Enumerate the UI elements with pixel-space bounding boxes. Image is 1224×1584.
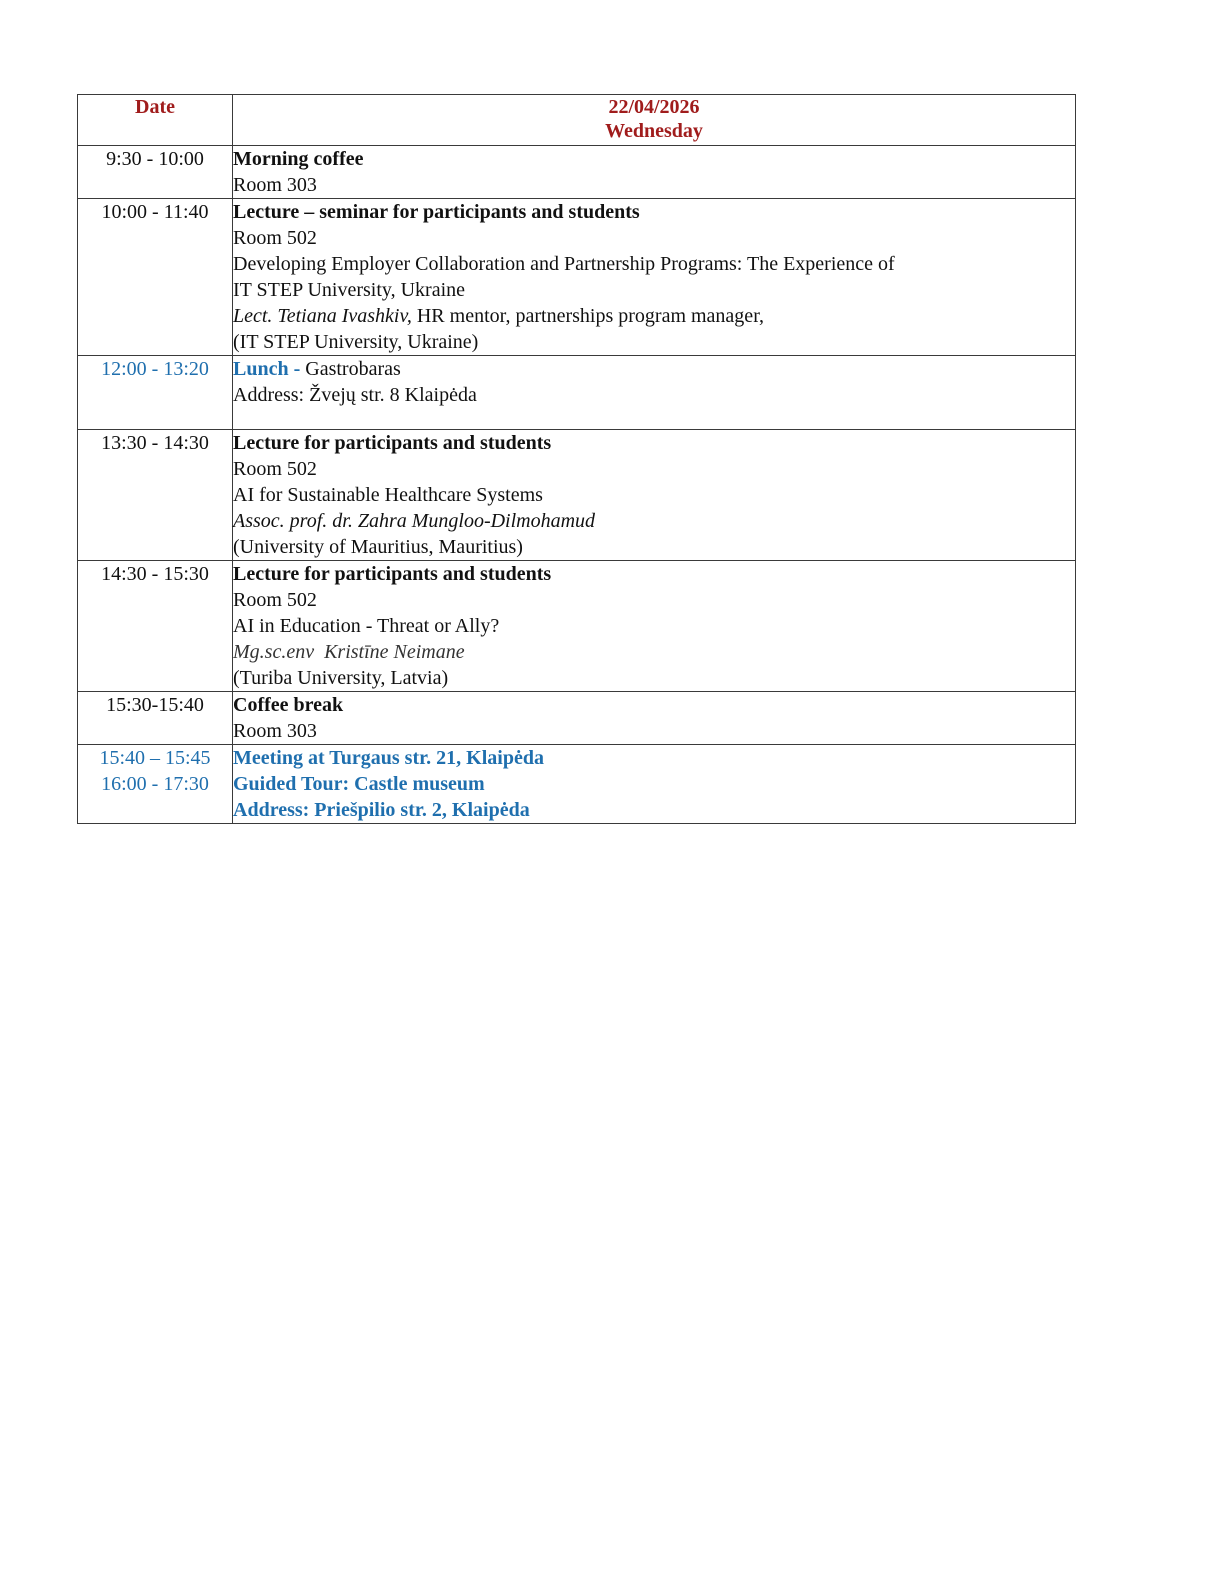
event-topic-line1: Developing Employer Collaboration and Partnership Programs: The Experience of <box>233 253 895 275</box>
event-room: Room 303 <box>233 174 317 196</box>
time-text: 10:00 - 11:40 <box>101 201 209 223</box>
time-text-2: 16:00 - 17:30 <box>101 773 209 795</box>
event-room: Room 303 <box>233 720 317 742</box>
date-label-text: Date <box>135 96 175 118</box>
weekday: Wednesday <box>605 120 703 142</box>
table-row <box>78 430 1076 561</box>
event-affiliation: (Turiba University, Latvia) <box>233 667 449 689</box>
event-title: Lunch - <box>233 358 306 380</box>
time-cell <box>78 199 233 356</box>
event-speaker-line <box>233 303 1075 329</box>
event-topic: AI for Sustainable Healthcare Systems <box>233 484 543 506</box>
table-row <box>78 199 1076 356</box>
date-heading <box>233 95 1076 146</box>
event-address: Address: Žvejų str. 8 Klaipėda <box>233 384 477 406</box>
event-affiliation: (University of Mauritius, Mauritius) <box>233 536 523 558</box>
time-text-1: 15:40 – 15:45 <box>99 747 211 769</box>
table-row <box>78 745 1076 824</box>
speaker-role: HR mentor, partnerships program manager, <box>411 305 765 327</box>
time-text: 15:30-15:40 <box>106 694 204 716</box>
schedule-table <box>77 94 1076 824</box>
event-cell <box>233 745 1076 824</box>
event-cell <box>233 356 1076 430</box>
event-venue: Gastrobaras <box>305 358 401 380</box>
event-title: Lecture – seminar for participants and students <box>233 201 640 223</box>
time-text: 14:30 - 15:30 <box>101 563 209 585</box>
event-title: Lecture for participants and students <box>233 563 552 585</box>
date-label <box>78 95 233 146</box>
table-row <box>78 356 1076 430</box>
event-cell <box>233 199 1076 356</box>
event-cell <box>233 146 1076 199</box>
time-cell <box>78 561 233 692</box>
event-cell <box>233 430 1076 561</box>
event-title: Morning coffee <box>233 148 364 170</box>
time-cell <box>78 356 233 430</box>
time-cell <box>78 692 233 745</box>
tour-address: Address: Priešpilio str. 2, Klaipėda <box>233 799 530 821</box>
time-cell <box>78 745 233 824</box>
time-cell <box>78 146 233 199</box>
event-room: Room 502 <box>233 458 317 480</box>
meeting-point: Meeting at Turgaus str. 21, Klaipėda <box>233 747 544 769</box>
time-text: 9:30 - 10:00 <box>106 148 204 170</box>
event-title: Lecture for participants and students <box>233 432 552 454</box>
table-row <box>78 561 1076 692</box>
speaker-name: Lect. Tetiana Ivashkiv, <box>233 305 412 327</box>
event-cell <box>233 692 1076 745</box>
event-topic: AI in Education - Threat or Ally? <box>233 615 500 637</box>
event-room: Room 502 <box>233 227 317 249</box>
event-affiliation: (IT STEP University, Ukraine) <box>233 331 479 353</box>
header-row <box>78 95 1076 146</box>
time-text: 12:00 - 13:20 <box>101 358 209 380</box>
speaker-name: Assoc. prof. dr. Zahra Mungloo-Dilmohamud <box>233 510 596 532</box>
event-topic-line2: IT STEP University, Ukraine <box>233 279 466 301</box>
date-value: 22/04/2026 <box>608 96 700 118</box>
time-cell <box>78 430 233 561</box>
event-title-line <box>233 356 1075 382</box>
time-text: 13:30 - 14:30 <box>101 432 209 454</box>
event-title: Coffee break <box>233 694 344 716</box>
table-row <box>78 692 1076 745</box>
table-row <box>78 146 1076 199</box>
speaker-name: Mg.sc.env Kristīne Neimane <box>233 641 465 663</box>
event-room: Room 502 <box>233 589 317 611</box>
event-cell <box>233 561 1076 692</box>
guided-tour: Guided Tour: Castle museum <box>233 773 485 795</box>
